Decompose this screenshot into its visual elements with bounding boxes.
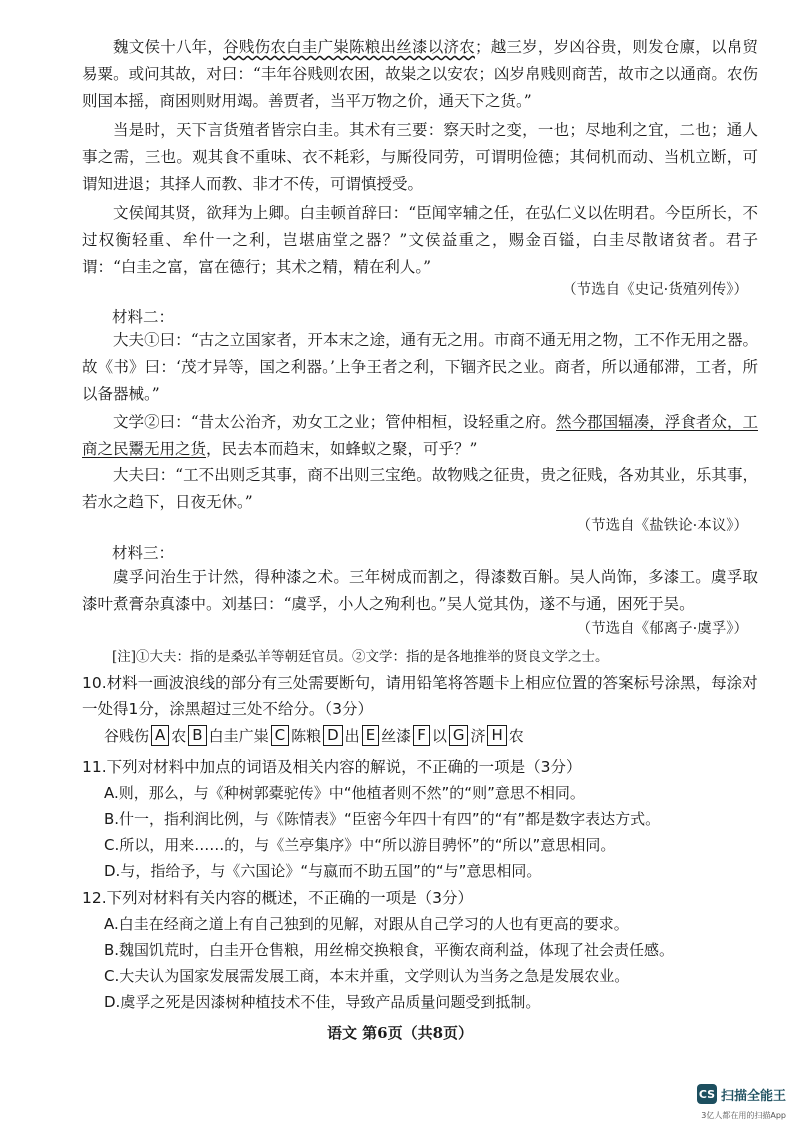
break-box-f[interactable]: F	[413, 725, 430, 746]
break-box-h[interactable]: H	[487, 725, 506, 746]
break-box-e[interactable]: E	[362, 725, 379, 746]
material1-paragraph3: 文侯闻其贤，欲拜为上卿。白圭顿首辞曰：“臣闻宰辅之任，在弘仁义以佐明君。今臣所长，不过权衡轻重、牟什一之利，岂堪庙堂之器？”文侯益重之，赐金百镒，白圭尽散诸贫者。君子谓：“白圭之富，富在德行；其术之精，精在利人。”	[82, 204, 758, 276]
watermark-title: 扫描全能王	[720, 1088, 786, 1104]
question-11-option-d[interactable]: D.与，指给予，与《六国论》“与嬴而不助五国”的“与”意思相同。	[104, 862, 542, 880]
question-12-option-c[interactable]: C.大夫认为国家发展需发展工商，本末并重，文学则认为当务之急是发展农业。	[104, 967, 630, 985]
question-11-option-b[interactable]: B.什一，指利润比例，与《陈情表》“臣密今年四十有四”的“有”都是数字表达方式。	[104, 810, 661, 828]
page-footer: 语文 第6页（共8页）	[326, 1024, 474, 1042]
material1-paragraph2: 当是时，天下言货殖者皆宗白圭。其术有三要：察天时之变，一也；尽地利之宜，二也；通人事之需，三也。观其食不重味、衣不耗彩，与厮役同劳，可谓明俭德；其伺机而动、当机立断，可谓知进退；其择人而教、非才不传，可谓慎授受。	[82, 121, 758, 193]
scanner-watermark	[697, 1084, 786, 1104]
material3-paragraph1: 虞孚问治生于计然，得种漆之术。三年树成而割之，得漆数百斛。吴人尚饰，多漆工。虞孚取漆叶煮膏杂真漆中。刘基曰：“虞孚，小人之殉利也。”吴人觉其伪，遂不与通，困死于吴。	[82, 568, 758, 613]
question-11-option-a[interactable]: A.则，那么，与《种树郭橐驼传》中“他植者则不然”的“则”意思不相同。	[104, 784, 585, 802]
material2-paragraph1: 大夫①曰：“古之立国家者，开本末之途，通有无之用。市商不通无用之物，工不作无用之器。故《书》曰：‘茂才异等，国之利器。’上争王者之利，下锢齐民之业。商者，所以通郁滞，工者，所以备器械。”	[82, 331, 758, 403]
wavy-underlined-text: 谷贱伤农白圭广粜陈粮出丝漆以济农	[223, 38, 475, 56]
break-box-b[interactable]: B	[188, 725, 206, 746]
question-12-option-a[interactable]: A.白圭在经商之道上有自己独到的见解，对跟从自己学习的人也有更高的要求。	[104, 915, 629, 933]
question-11-stem: 11.下列对材料中加点的词语及相关内容的解说，不正确的一项是（3分）	[82, 758, 582, 776]
camscanner-logo-icon: CS	[697, 1084, 717, 1104]
break-box-g[interactable]: G	[449, 725, 469, 746]
material2-label: 材料二：	[112, 308, 175, 326]
question-10-stem: 10.材料一画波浪线的部分有三处需要断句，请用铅笔将答题卡上相应位置的答案标号涂黑，每涂对一处得1分，涂黑超过三处不给分。（3分）	[82, 674, 758, 718]
question-12-option-b[interactable]: B.魏国饥荒时，白圭开仓售粮，用丝棉交换粮食，平衡农商利益，体现了社会责任感。	[104, 941, 675, 959]
material1-source: （节选自《史记·货殖列传》）	[562, 282, 748, 298]
question-12-option-d[interactable]: D.虞孚之死是因漆树种植技术不佳，导致产品质量问题受到抵制。	[104, 993, 541, 1011]
watermark-subtitle: 3亿人都在用的扫描App	[701, 1111, 786, 1120]
material3-label: 材料三：	[112, 544, 175, 562]
annotation-note: [注]①大夫：指的是桑弘羊等朝廷官员。②文学：指的是各地推举的贤良文学之士。	[112, 649, 609, 665]
material3-source: （节选自《郁离子·虞孚》）	[576, 621, 748, 637]
question-11-option-c[interactable]: C.所以，用来……的，与《兰亭集序》中“所以游目骋怀”的“所以”意思相同。	[104, 836, 616, 854]
break-box-c[interactable]: C	[271, 725, 289, 746]
material1-paragraph1: 魏文侯十八年，谷贱伤农白圭广粜陈粮出丝漆以济农；越三岁，岁凶谷贵，则发仓廪，以帛贸易粟。或问其故，对曰：“丰年谷贱则农困，故粜之以安农；凶岁帛贱则商苦，故市之以通商。农伤则国本摇，商困则财用竭。善贾者，当平万物之价，通天下之货。”	[82, 38, 758, 110]
material2-paragraph3: 大夫曰：“工不出则乏其事，商不出则三宝绝。故物贱之征贵，贵之征贱，各劝其业，乐其事，若水之趋下，日夜无休。”	[82, 466, 758, 511]
question-10-break-options: 谷贱伤 A 农 B 白圭广粜 C 陈粮 D 出 E 丝漆 F 以 G 济 H 农	[104, 726, 524, 745]
break-box-a[interactable]: A	[151, 725, 169, 746]
material2-source: （节选自《盐铁论·本议》）	[576, 518, 748, 534]
break-box-d[interactable]: D	[323, 725, 343, 746]
material2-paragraph2: 文学②曰：“昔太公治齐，劝女工之业；管仲相桓，设轻重之府。然今郡国辐凑，浮食者众，工商之民鬻无用之货，民去本而趋末，如蜂蚁之聚，可乎？”	[82, 413, 758, 458]
underlined-text: 然今郡国辐凑，浮食者众，工商之民鬻无用之货	[82, 413, 758, 458]
question-12-stem: 12.下列对材料有关内容的概述，不正确的一项是（3分）	[82, 889, 474, 907]
